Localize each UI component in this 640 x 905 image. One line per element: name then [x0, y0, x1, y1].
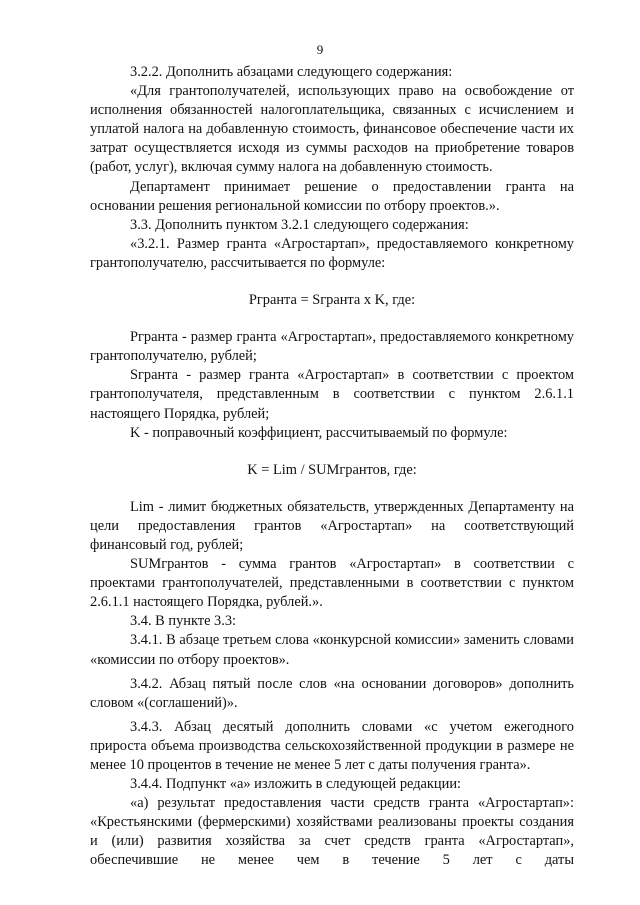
paragraph-3-4-3: 3.4.3. Абзац десятый дополнить словами «с учетом ежегодного прироста объема производства сельскохозяйственной продукции в размере не менее 10 процентов в течение не менее 5 лет с даты получения гранта».	[90, 718, 574, 773]
page-number: 9	[316, 42, 324, 57]
paragraph-3-3: 3.3. Дополнить пунктом 3.2.1 следующего содержания:	[130, 216, 469, 233]
coefficient-formula: K = Lim / SUMгрантов, где:	[247, 461, 417, 478]
paragraph-3-4-2: 3.4.2. Абзац пятый после слов «на основании договоров» дополнить словом «(соглашений)».	[90, 675, 574, 711]
definition-k: K - поправочный коэффициент, рассчитываемый по формуле:	[130, 424, 508, 441]
grant-formula: Pгранта = Sгранта x K, где:	[248, 292, 416, 309]
paragraph-3-2-1: «3.2.1. Размер гранта «Агростартап», предоставляемого конкретному грантополучателю, рассчитывается по формуле:	[90, 235, 574, 271]
definition-p-grant: Pгранта - размер гранта «Агростартап», предоставляемого конкретному грантополучателю, рублей;	[90, 329, 574, 365]
paragraph-3-4: 3.4. В пункте 3.3:	[130, 613, 237, 630]
paragraph-3-4-4: 3.4.4. Подпункт «а» изложить в следующей редакции:	[130, 776, 462, 793]
paragraph-subitem-a: «а) результат предоставления части средств гранта «Агростартап»: «Крестьянскими (фермерскими) хозяйствами реализованы проекты создания и (или) развития хозяйства за счет средств гранта «Агростартап», обеспечившие не менее чем в течение 5 лет с даты	[90, 795, 574, 869]
paragraph-3-4-1: 3.4.1. В абзаце третьем слова «конкурсной комиссии» заменить словами «комиссии по отбору проектов».	[90, 632, 574, 668]
document-body	[90, 63, 574, 871]
definition-s-grant: Sгранта - размер гранта «Агростартап» в соответствии с проектом грантополучателя, представленным в соответствии с пунктом 2.6.1.1 настоящего Порядка, рублей;	[90, 367, 574, 422]
paragraph-3-2-2: 3.2.2. Дополнить абзацами следующего содержания:	[130, 64, 453, 80]
definition-sum-grants: SUMгрантов - сумма грантов «Агростартап» в соответствии с проектами грантополучателей, представленными в соответствии с пунктом 2.6.1.1 настоящего Порядка, рублей.».	[90, 556, 574, 611]
definition-lim: Lim - лимит бюджетных обязательств, утвержденных Департаменту на цели предоставления грантов «Агростартап» на соответствующий финансовый год, рублей;	[90, 498, 574, 553]
paragraph-vat-exemption: «Для грантополучателей, использующих право на освобождение от исполнения обязанностей налогоплательщика, связанных с исчислением и уплатой налога на добавленную стоимость, финансовое обеспечение части их затрат осуществляется исходя из суммы расходов на приобретение товаров (работ, услуг), включая сумму налога на добавленную стоимость.	[90, 83, 574, 176]
paragraph-department-decision: Департамент принимает решение о предоставлении гранта на основании решения региональной комиссии по отбору проектов.».	[90, 178, 574, 214]
